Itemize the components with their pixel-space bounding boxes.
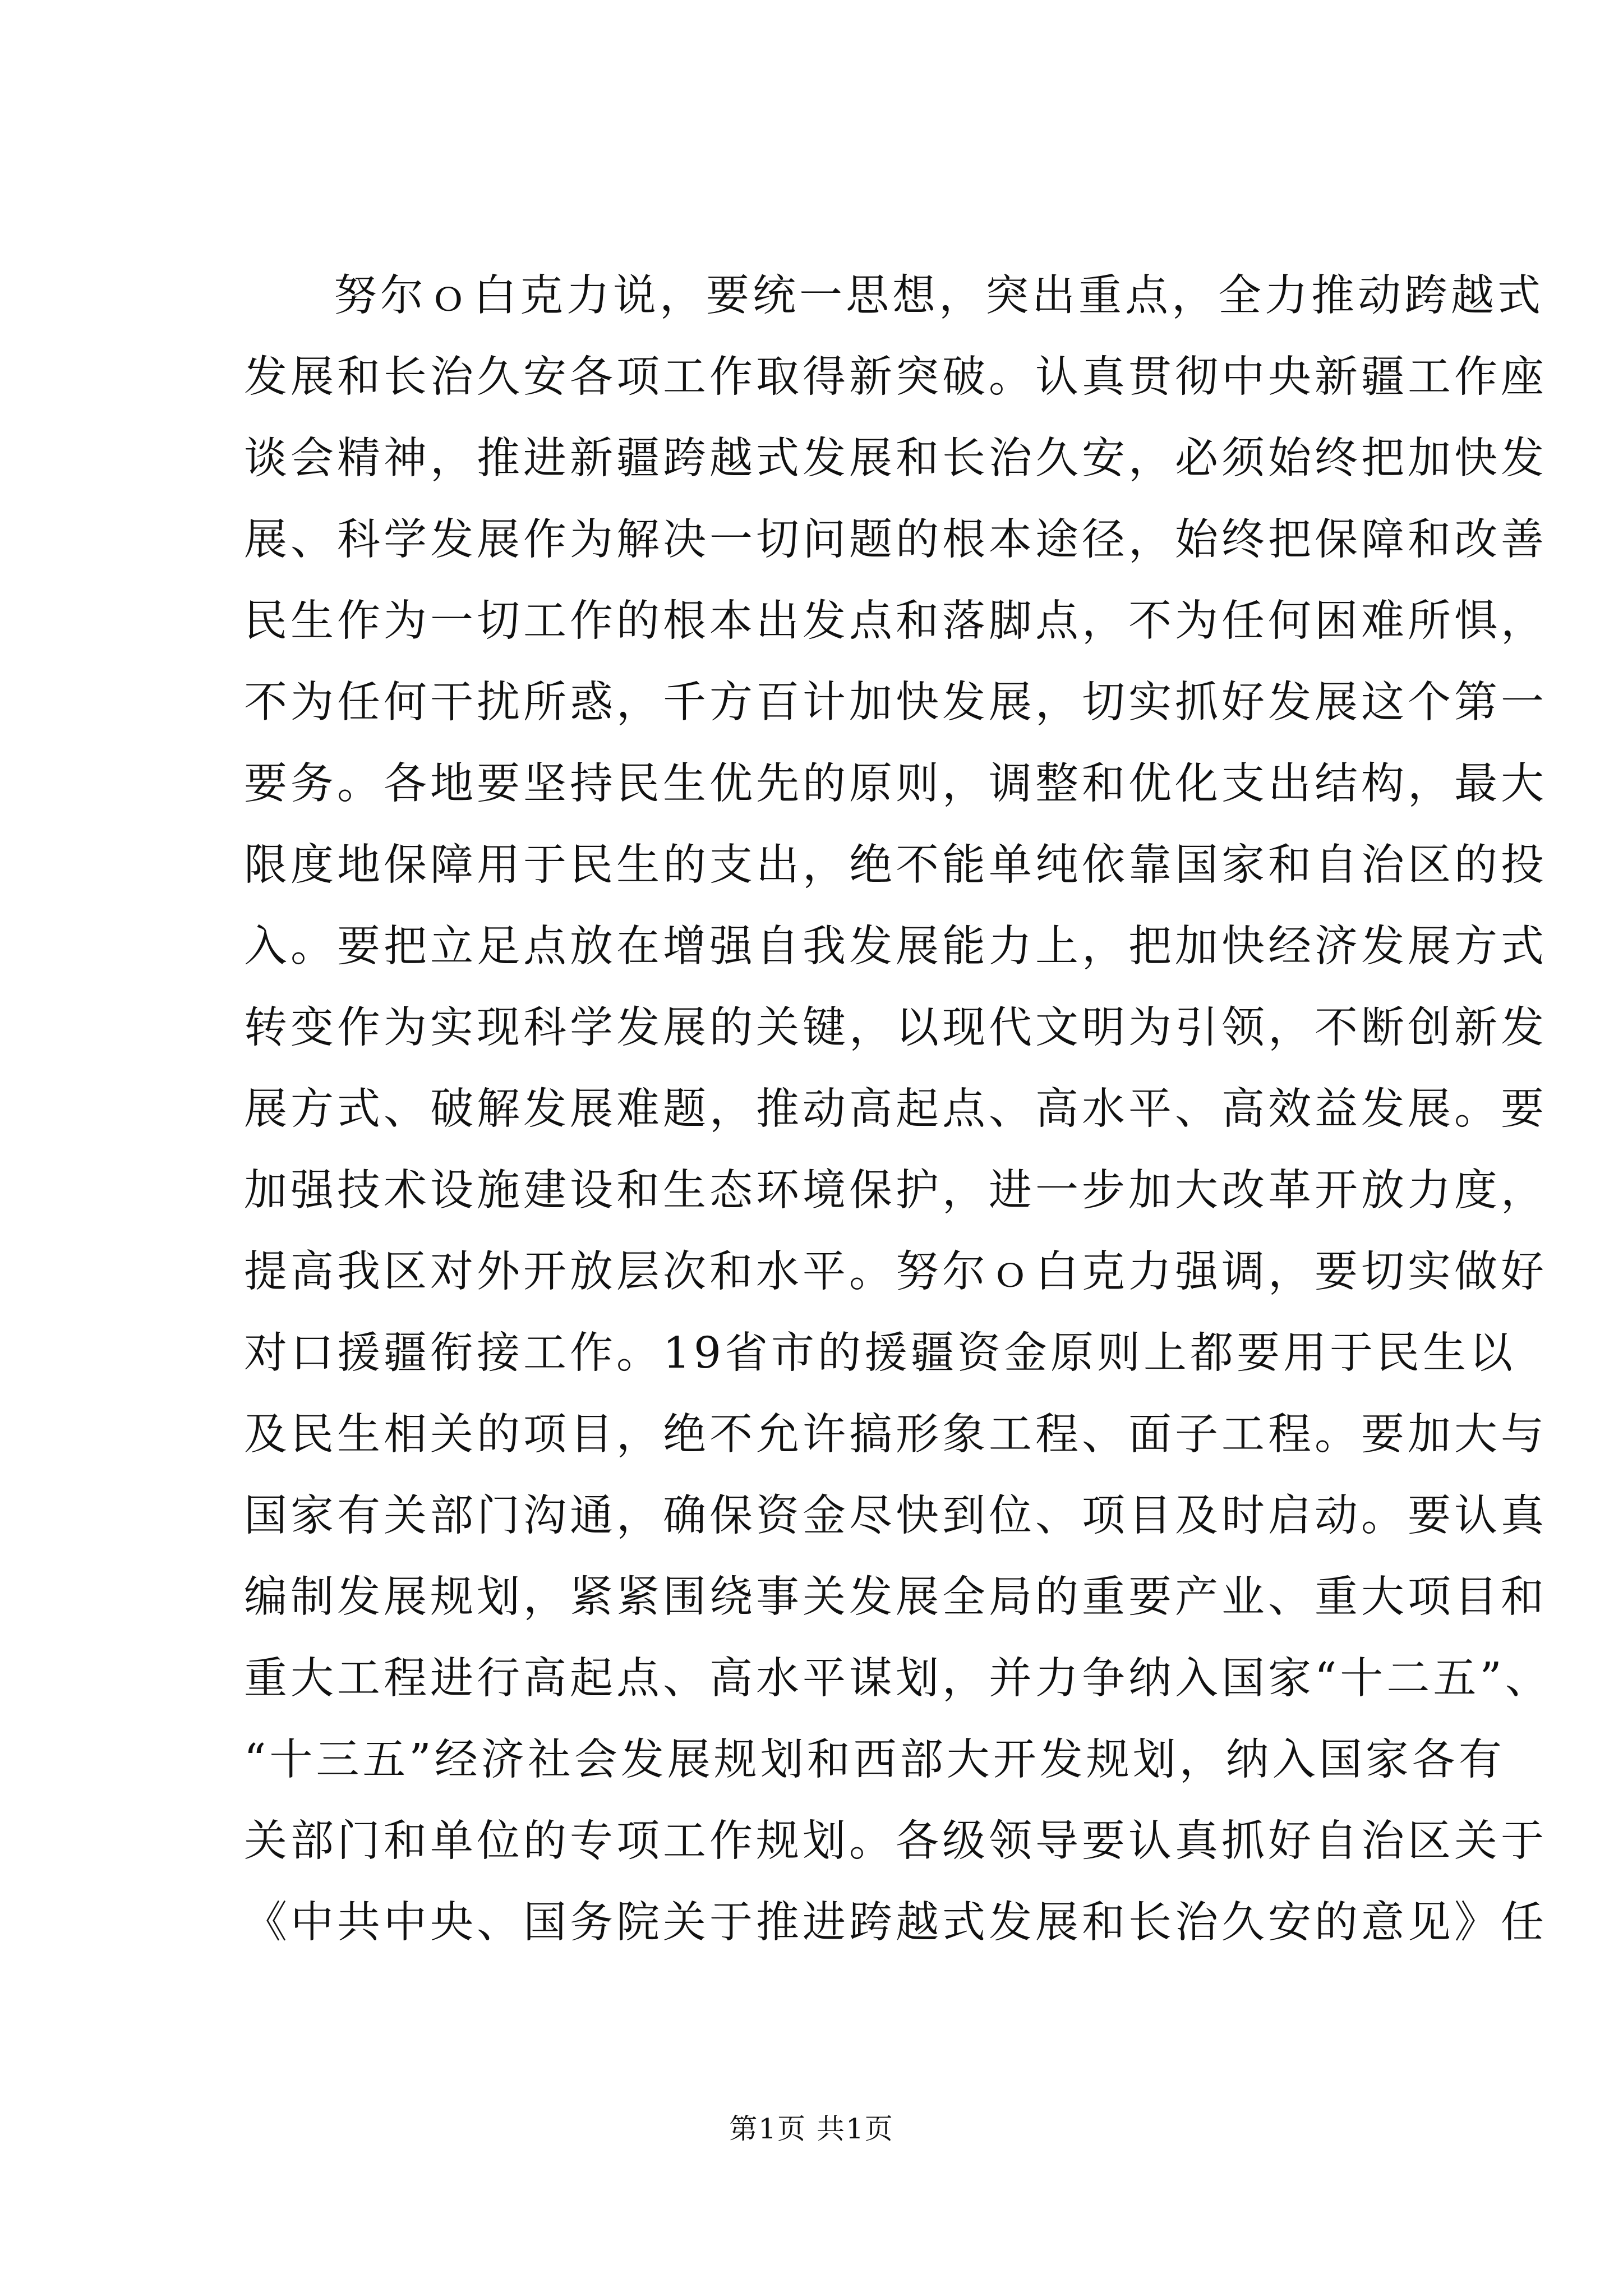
text-line: 《中共中央、国务院关于推进跨越式发展和长治久安的意见》任 — [244, 1898, 1547, 1948]
text-line: 要务。各地要坚持民生优先的原则，调整和优化支出结构，最大 — [244, 759, 1547, 809]
text-line: 提高我区对外开放层次和水平。努尔ｏ白克力强调，要切实做好 — [244, 1247, 1547, 1297]
text-line: 加强技术设施建设和生态环境保护，进一步加大改革开放力度， — [244, 1166, 1547, 1216]
text-line: 不为任何干扰所惑，千方百计加快发展，切实抓好发展这个第一 — [244, 678, 1547, 728]
text-line: 努尔ｏ白克力说，要统一思想，突出重点，全力推动跨越式 — [334, 271, 1544, 321]
text-line: 谈会精神，推进新疆跨越式发展和长治久安，必须始终把加快发 — [244, 434, 1547, 484]
text-line: 及民生相关的项目，绝不允许搞形象工程、面子工程。要加大与 — [244, 1410, 1547, 1460]
text-line: “十三五”经济社会发展规划和西部大开发规划，纳入国家各有 — [244, 1735, 1505, 1785]
text-line: 限度地保障用于民生的支出，绝不能单纯依靠国家和自治区的投 — [244, 840, 1547, 890]
text-line: 发展和长治久安各项工作取得新突破。认真贯彻中央新疆工作座 — [244, 352, 1547, 402]
body-paragraph — [244, 255, 1552, 1963]
text-line: 转变作为实现科学发展的关键，以现代文明为引领，不断创新发 — [244, 1003, 1547, 1053]
page-number-label: 第1页 共1页 — [729, 2113, 894, 2145]
text-line: 国家有关部门沟通，确保资金尽快到位、项目及时启动。要认真 — [244, 1491, 1547, 1541]
page-footer — [0, 2109, 1623, 2148]
text-line: 编制发展规划，紧紧围绕事关发展全局的重要产业、重大项目和 — [244, 1572, 1547, 1622]
text-line: 关部门和单位的专项工作规划。各级领导要认真抓好自治区关于 — [244, 1816, 1547, 1866]
text-line: 重大工程进行高起点、高水平谋划，并力争纳入国家“十二五”、 — [244, 1654, 1552, 1704]
text-line: 展方式、破解发展难题，推动高起点、高水平、高效益发展。要 — [244, 1084, 1547, 1134]
text-line: 民生作为一切工作的根本出发点和落脚点，不为任何困难所惧， — [244, 596, 1547, 646]
text-line: 入。要把立足点放在增强自我发展能力上，把加快经济发展方式 — [244, 922, 1547, 972]
text-line: 对口援疆衔接工作。19省市的援疆资金原则上都要用于民生以 — [244, 1328, 1516, 1378]
text-line: 展、科学发展作为解决一切问题的根本途径，始终把保障和改善 — [244, 515, 1547, 565]
